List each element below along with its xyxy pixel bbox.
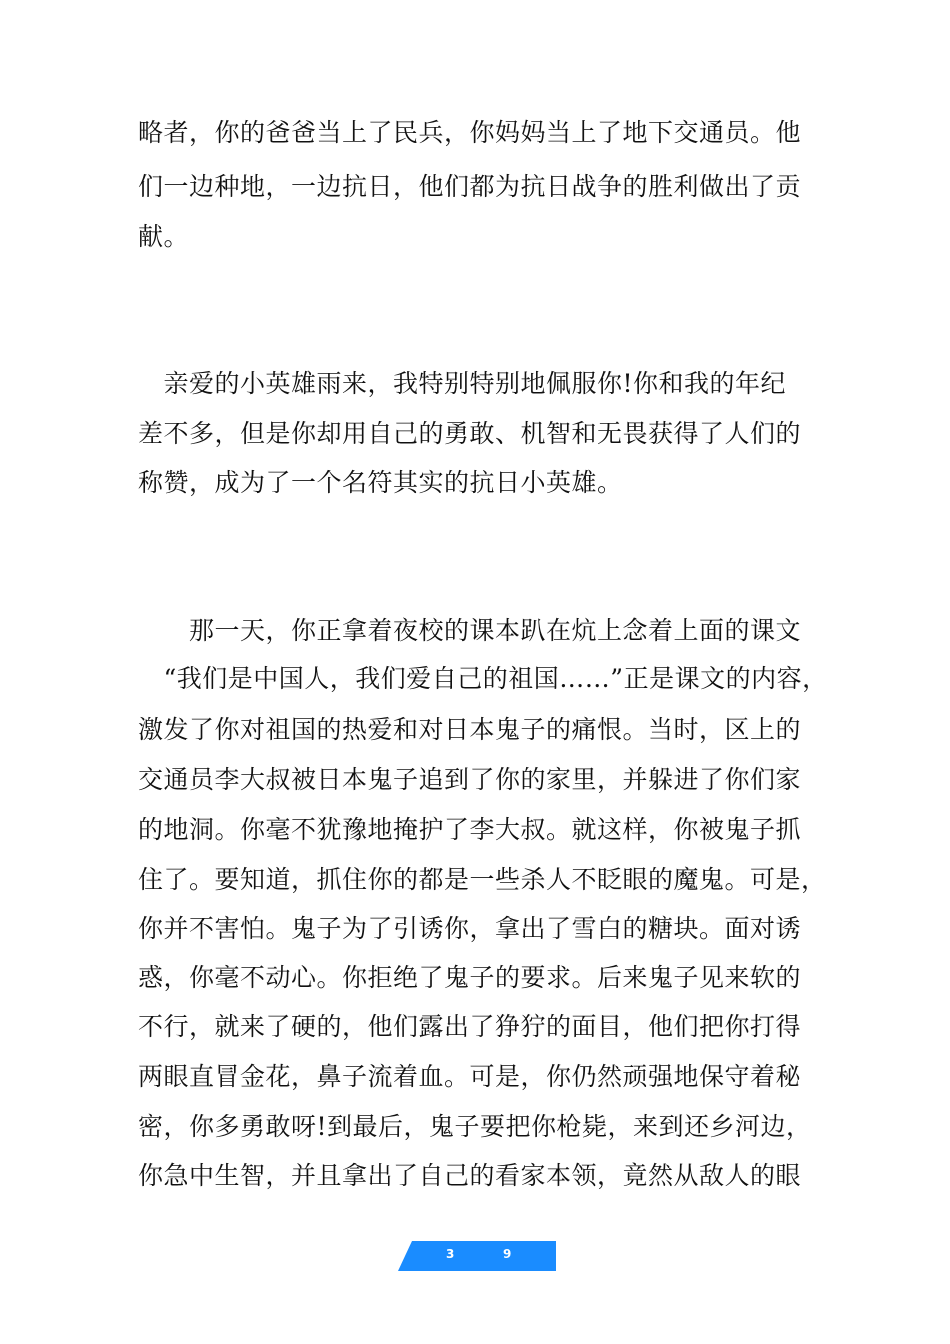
paragraph-3-line-3: 激发了你对祖国的热爱和对日本鬼子的痛恨。当时，区上的 <box>138 715 802 744</box>
page-number-total: 9 <box>503 1247 512 1261</box>
page-number-current: 3 <box>446 1247 455 1261</box>
paragraph-2-line-1: 亲爱的小英雄雨来，我特别特别地佩服你!你和我的年纪 <box>138 369 787 398</box>
page-badge-shape <box>398 1241 558 1271</box>
paragraph-3-line-10: 两眼直冒金花，鼻子流着血。可是，你仍然顽强地保守着秘 <box>138 1062 802 1091</box>
paragraph-3-line-11: 密，你多勇敢呀!到最后，鬼子要把你枪毙，来到还乡河边， <box>138 1112 812 1141</box>
paragraph-2-line-2: 差不多，但是你却用自己的勇敢、机智和无畏获得了人们的 <box>138 419 802 448</box>
paragraph-1-line-2: 们一边种地，一边抗日，他们都为抗日战争的胜利做出了贡 <box>138 172 802 201</box>
paragraph-3-line-7: 你并不害怕。鬼子为了引诱你，拿出了雪白的糖块。面对诱 <box>138 914 802 943</box>
paragraph-3-line-12: 你急中生智，并且拿出了自己的看家本领，竟然从敌人的眼 <box>138 1161 802 1190</box>
paragraph-3-line-8: 惑，你毫不动心。你拒绝了鬼子的要求。后来鬼子见来软的 <box>138 963 802 992</box>
paragraph-3-line-1: 那一天，你正拿着夜校的课本趴在炕上念着上面的课文 <box>138 616 802 645</box>
paragraph-2-line-3: 称赞，成为了一个名符其实的抗日小英雄。 <box>138 468 623 497</box>
paragraph-1-line-1: 略者，你的爸爸当上了民兵，你妈妈当上了地下交通员。他 <box>138 118 802 147</box>
paragraph-3-line-2: “我们是中国人，我们爱自己的祖国……”正是课文的内容， <box>138 664 828 693</box>
paragraph-1-line-3: 献。 <box>138 222 190 251</box>
paragraph-3-line-6: 住了。要知道，抓住你的都是一些杀人不眨眼的魔鬼。可是， <box>138 865 827 894</box>
paragraph-3-line-5: 的地洞。你毫不犹豫地掩护了李大叔。就这样，你被鬼子抓 <box>138 815 802 844</box>
paragraph-3-line-9: 不行，就来了硬的，他们露出了狰狞的面目，他们把你打得 <box>138 1012 802 1041</box>
paragraph-3-line-4: 交通员李大叔被日本鬼子追到了你的家里，并躲进了你们家 <box>138 765 802 794</box>
page-number-badge <box>398 1241 558 1271</box>
